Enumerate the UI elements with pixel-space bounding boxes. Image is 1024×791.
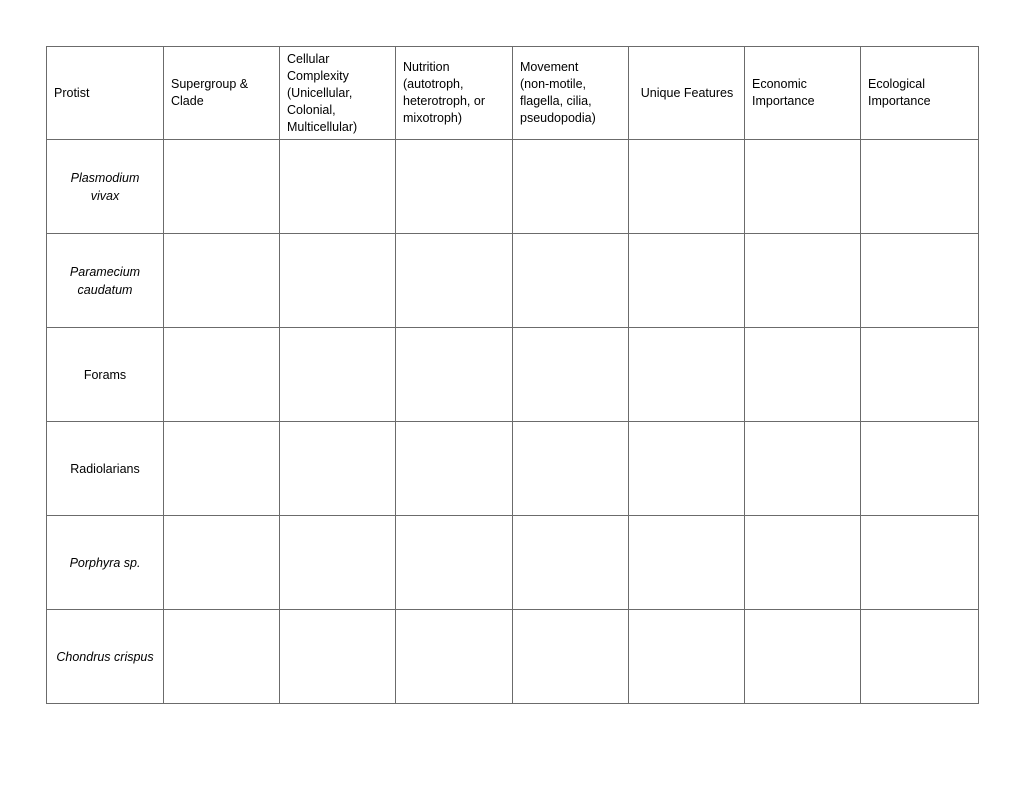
header-nutrition-label: Nutrition (autotroph, heterotroph, or mixotroph) bbox=[403, 60, 485, 125]
protist-name: caudatum bbox=[77, 282, 133, 297]
header-ecological bbox=[861, 47, 979, 140]
protist-name: Radiolarians bbox=[70, 461, 140, 476]
protist-name: Porphyra sp. bbox=[69, 555, 141, 570]
complexity-cell[interactable] bbox=[280, 610, 396, 704]
header-unique-label: Unique Features bbox=[640, 85, 734, 100]
complexity-cell[interactable] bbox=[280, 422, 396, 516]
supergroup-cell[interactable] bbox=[164, 610, 280, 704]
header-ecological-label: Ecological Importance bbox=[868, 77, 931, 108]
unique-features-cell[interactable] bbox=[629, 328, 745, 422]
table-row bbox=[47, 422, 979, 516]
nutrition-cell[interactable] bbox=[396, 234, 513, 328]
header-complexity bbox=[280, 47, 396, 140]
economic-importance-cell[interactable] bbox=[745, 516, 861, 610]
nutrition-cell[interactable] bbox=[396, 328, 513, 422]
supergroup-cell[interactable] bbox=[164, 140, 280, 234]
table-row bbox=[47, 234, 979, 328]
table-row bbox=[47, 328, 979, 422]
unique-features-cell[interactable] bbox=[629, 140, 745, 234]
protist-name: Paramecium bbox=[69, 264, 141, 279]
supergroup-cell[interactable] bbox=[164, 516, 280, 610]
movement-cell[interactable] bbox=[513, 610, 629, 704]
unique-features-cell[interactable] bbox=[629, 234, 745, 328]
economic-importance-cell[interactable] bbox=[745, 234, 861, 328]
movement-cell[interactable] bbox=[513, 140, 629, 234]
header-economic-label: Economic Importance bbox=[752, 77, 815, 108]
ecological-importance-cell[interactable] bbox=[861, 328, 979, 422]
economic-importance-cell[interactable] bbox=[745, 422, 861, 516]
economic-importance-cell[interactable] bbox=[745, 328, 861, 422]
economic-importance-cell[interactable] bbox=[745, 610, 861, 704]
header-supergroup bbox=[164, 47, 280, 140]
header-nutrition bbox=[396, 47, 513, 140]
ecological-importance-cell[interactable] bbox=[861, 610, 979, 704]
protist-name-cell bbox=[47, 422, 164, 516]
protist-table bbox=[46, 46, 979, 704]
movement-cell[interactable] bbox=[513, 422, 629, 516]
table-row bbox=[47, 516, 979, 610]
supergroup-cell[interactable] bbox=[164, 422, 280, 516]
protist-name-cell bbox=[47, 516, 164, 610]
economic-importance-cell[interactable] bbox=[745, 140, 861, 234]
ecological-importance-cell[interactable] bbox=[861, 422, 979, 516]
header-complexity-label: Cellular Complexity (Unicellular, Colonial, Multicellular) bbox=[287, 51, 358, 134]
nutrition-cell[interactable] bbox=[396, 422, 513, 516]
ecological-importance-cell[interactable] bbox=[861, 140, 979, 234]
unique-features-cell[interactable] bbox=[629, 516, 745, 610]
header-protist bbox=[47, 47, 164, 140]
nutrition-cell[interactable] bbox=[396, 610, 513, 704]
header-row bbox=[47, 47, 979, 140]
header-protist-label: Protist bbox=[54, 85, 90, 100]
complexity-cell[interactable] bbox=[280, 328, 396, 422]
header-supergroup-label: Supergroup & Clade bbox=[171, 77, 249, 108]
header-movement-label: Movement (non-motile, flagella, cilia, pseudopodia) bbox=[520, 60, 596, 125]
nutrition-cell[interactable] bbox=[396, 140, 513, 234]
protist-name: Plasmodium bbox=[70, 170, 140, 185]
header-movement bbox=[513, 47, 629, 140]
protist-name-cell bbox=[47, 328, 164, 422]
complexity-cell[interactable] bbox=[280, 140, 396, 234]
supergroup-cell[interactable] bbox=[164, 234, 280, 328]
protist-name: vivax bbox=[90, 188, 120, 203]
protist-name: Forams bbox=[83, 367, 127, 382]
nutrition-cell[interactable] bbox=[396, 516, 513, 610]
protist-name: Chondrus crispus bbox=[56, 649, 154, 664]
ecological-importance-cell[interactable] bbox=[861, 234, 979, 328]
table-row bbox=[47, 140, 979, 234]
complexity-cell[interactable] bbox=[280, 234, 396, 328]
unique-features-cell[interactable] bbox=[629, 610, 745, 704]
protist-name-cell bbox=[47, 234, 164, 328]
table-row bbox=[47, 610, 979, 704]
movement-cell[interactable] bbox=[513, 516, 629, 610]
supergroup-cell[interactable] bbox=[164, 328, 280, 422]
complexity-cell[interactable] bbox=[280, 516, 396, 610]
header-unique bbox=[629, 47, 745, 140]
unique-features-cell[interactable] bbox=[629, 422, 745, 516]
movement-cell[interactable] bbox=[513, 328, 629, 422]
movement-cell[interactable] bbox=[513, 234, 629, 328]
ecological-importance-cell[interactable] bbox=[861, 516, 979, 610]
header-economic bbox=[745, 47, 861, 140]
protist-name-cell bbox=[47, 610, 164, 704]
protist-name-cell bbox=[47, 140, 164, 234]
